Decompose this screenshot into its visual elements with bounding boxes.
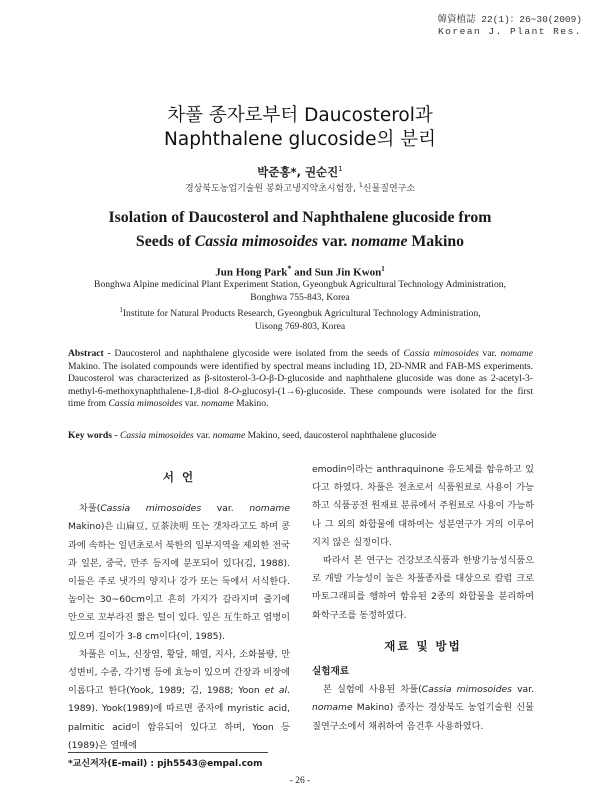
english-title-line2: Seeds of Cassia mimosoides var. nomame Makino	[135, 233, 465, 250]
korean-title-line2: Naphthalene glucoside의 분리	[164, 129, 436, 150]
body-column-right	[312, 461, 534, 736]
footnote-divider	[68, 752, 268, 753]
journal-name: Korean J. Plant Res.	[437, 26, 582, 37]
korean-affiliation: 경상북도농업기술원 봉화고냉지약초시험장, $^1$신물질연구소	[184, 181, 416, 194]
materials-paragraph: 본 실험에 사용된 차풀(Cassia mimosoides var. nomame Makino) 종자는 경상북도 농업기술원 신물질연구소에서 채취하여 음건후 사용하였다.	[312, 684, 535, 732]
section-heading-intro: 서 언	[162, 470, 196, 484]
intro-paragraph-2: 차풀은 이뇨, 신장염, 황달, 해열, 지사, 소화불량, 만성변비, 수종, 각기병 등에 효능이 있으며 간장과 비장에 이롭다고 한다(Yook, 1989; 김, 1988; Yoon et al. 1989). Yook(1989)에 따르면 종자에 myristic acid, palmitic acid이 함유되어 있다고 하며, Yoon 등(1989)은 열매에	[68, 648, 291, 751]
abstract-label: Abstract -	[68, 348, 115, 359]
intro-paragraph-3: emodin이라는 anthraquinone 유도체를 함유하고 있다고 하였다. 차풀은 전초로서 식품원료로 사용이 가능하고 식품공전 원재료 분류에서 주원료로 사용이 가능하나 그 외의 화합물에 대하여는 성분연구가 거의 이루어지지 않은 실정이다.	[312, 464, 534, 548]
english-affiliation: Bonghwa Alpine medicinal Plant Experiment Station, Gyeongbuk Agricultural Technology Administration, Bonghwa 755-843, Korea $^1$Institute for Natural Products Research, Gyeongbuk Agricultural Technology Administration, Uisong 769-803, Korea	[94, 279, 506, 332]
keywords: Key words - Cassia mimosoides var. nomame Makino, seed, daucosterol naphthalene glucoside	[68, 430, 437, 441]
english-title	[0, 206, 600, 254]
page-number: - 26 -	[289, 776, 311, 786]
korean-title-line1: 차풀 종자로부터 Daucosterol과	[167, 105, 433, 126]
journal-reference	[438, 14, 582, 38]
corresponding-author-footnote: *교신저자(E-mail) : pjh5543@empal.com	[68, 759, 263, 769]
body-column-left	[68, 466, 290, 755]
abstract: Abstract - Daucosterol and naphthalene glycoside were isolated from the seeds of Cassia mimosoides var. nomame Makino. The isolated compounds were identified by spectral means including 1D, 2D-NMR and FAB-MS experiments. Daucosterol was characterized as β-sitosterol-3-O-β-D-glucoside and naphthalene glucoside was done as 2-acetyl-3-methyl-6-methoxynaphthalene-1,8-diol 8-O-glucosyl-(1→6)-glucoside. These compounds were isolated for the first time from Cassia mimosoides var. nomame Makino.	[68, 348, 534, 409]
korean-authors: 박준홍*, 권순진$^1$	[257, 165, 343, 179]
section-heading-methods: 재료 및 방법	[384, 638, 462, 653]
intro-paragraph-1: 차풀(Cassia mimosoides var. nomame Makino)은 山扁豆, 豆茶決明 또는 갯차라고도 하며 콩과에 속하는 일년초로서 북한의 일부지역을 제외한 전국과 일본, 중국, 만주 등지에 분포되어 있다(김, 1988). 이들은 주로 냇가의 양지나 강가 또는 둑에서 서식한다. 높이는 30~60cm이고 흔히 가지가 갈라지며 줄기에 안으로 꼬부라진 짧은 털이 있다. 잎은 互生하고 엽병이 있으며 길이가 3-8 cm이다(이, 1985).	[68, 503, 290, 642]
english-title-line1: Isolation of Daucosterol and Naphthalene glucoside from	[108, 209, 492, 226]
keywords-label: Key words -	[68, 430, 120, 441]
english-authors: Jun Hong Park* and Sun Jin Kwon$^1$	[215, 264, 385, 279]
subsection-heading-materials: 실험재료	[312, 666, 350, 678]
korean-title	[0, 104, 600, 152]
intro-paragraph-4: 따라서 본 연구는 건강보조식품과 한방기능성식품으로 개발 가능성이 높은 차풀종자를 대상으로 칼럼 크로마토그래피를 행하여 함유된 2종의 화합물을 분리하여 화학구조를 동정하였다.	[312, 555, 534, 621]
journal-volume: 韓資植誌 22(1)：26~30(2009)	[437, 14, 582, 25]
